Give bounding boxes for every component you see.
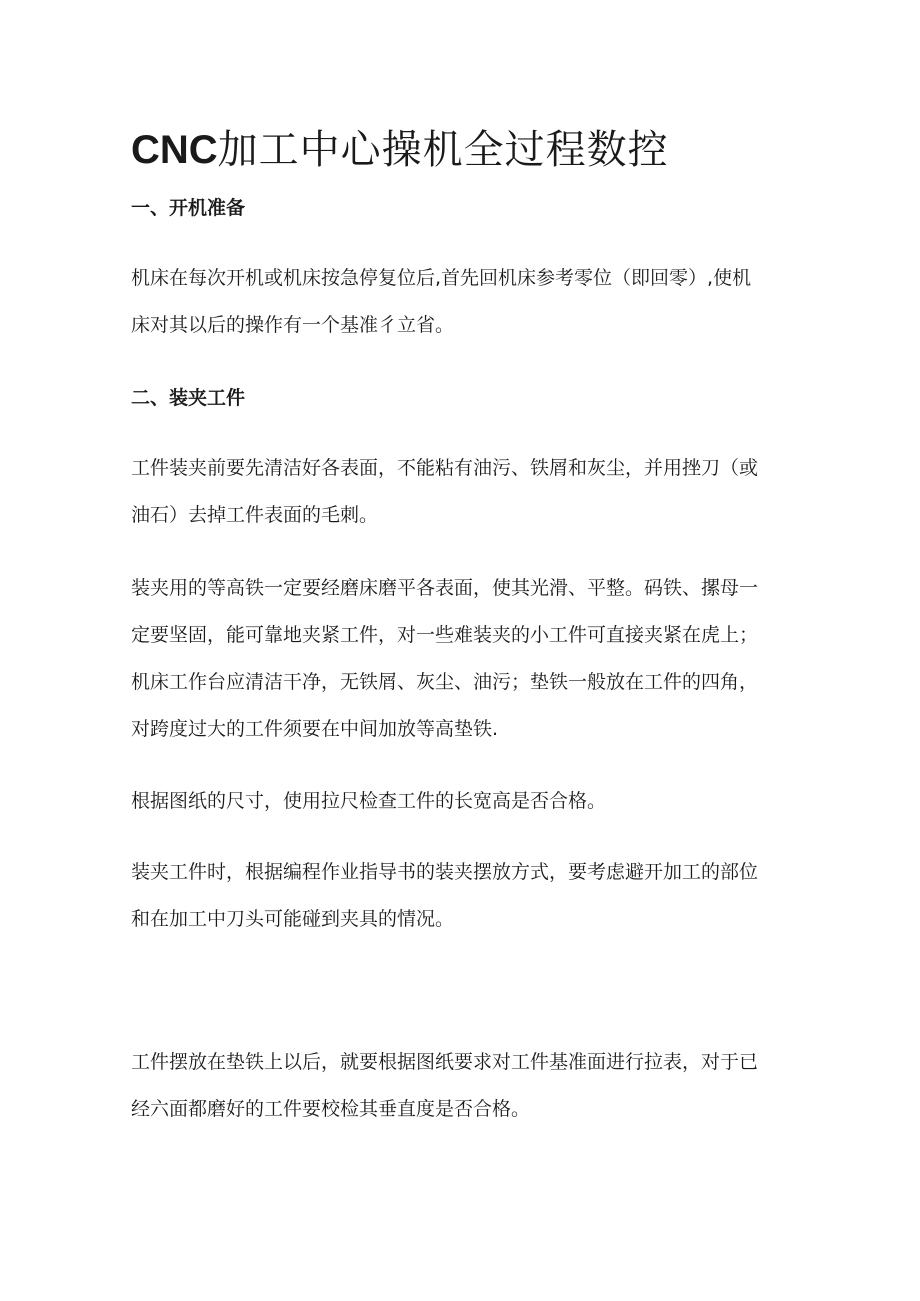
page-title-text: 加工中心操机全过程数控 [217,127,669,173]
paragraph-measure [131,778,793,825]
paragraph-line: 装夹工件时，根据编程作业指导书的装夹摆放方式，要考虑避开加工的部位 [131,861,759,883]
page-title-latin: CNC [131,128,218,172]
paragraph-line: 机床工作台应清洁干净，无铁屑、灰尘、油污；垫铁一般放在工件的四角， [131,671,759,693]
paragraph-line: 机床在每次开机或机床按急停复位后,首先回机床参考零位（即回零）,使机 [131,267,752,289]
paragraph-parallels [131,565,793,753]
paragraph-line: 床对其以后的操作有一个基准彳立省。 [131,314,455,336]
page-title [131,124,811,176]
paragraph-line: 经六面都磨好的工件要校检其垂直度是否合格。 [131,1098,531,1120]
paragraph-line: 根据图纸的尺寸，使用拉尺检查工件的长宽高是否合格。 [131,790,607,812]
paragraph-line: 装夹用的等高铁一定要经磨床磨平各表面，使其光滑、平整。码铁、摞母一 [131,577,759,599]
section-heading-clamping: 二、装夹工件 [131,387,246,409]
paragraph-startup [131,255,793,349]
paragraph-line: 工件装夹前要先清洁好各表面，不能粘有油污、铁屑和灰尘，并用挫刀（或 [131,457,759,479]
section-heading-startup: 一、开机准备 [131,197,246,219]
paragraph-line: 定要坚固，能可靠地夹紧工件，对一些难装夹的小工件可直接夹紧在虎上； [131,624,759,646]
paragraph-line: 对跨度过大的工件须要在中间加放等高垫铁. [131,718,499,740]
paragraph-cleaning [131,445,793,539]
paragraph-placement [131,849,793,943]
paragraph-indicating [131,1039,793,1133]
paragraph-line: 油石）去掉工件表面的毛刺。 [131,504,379,526]
paragraph-line: 工件摆放在垫铁上以后，就要根据图纸要求对工件基准面进行拉表，对于已 [131,1051,759,1073]
paragraph-line: 和在加工中刀头可能碰到夹具的情况。 [131,908,455,930]
